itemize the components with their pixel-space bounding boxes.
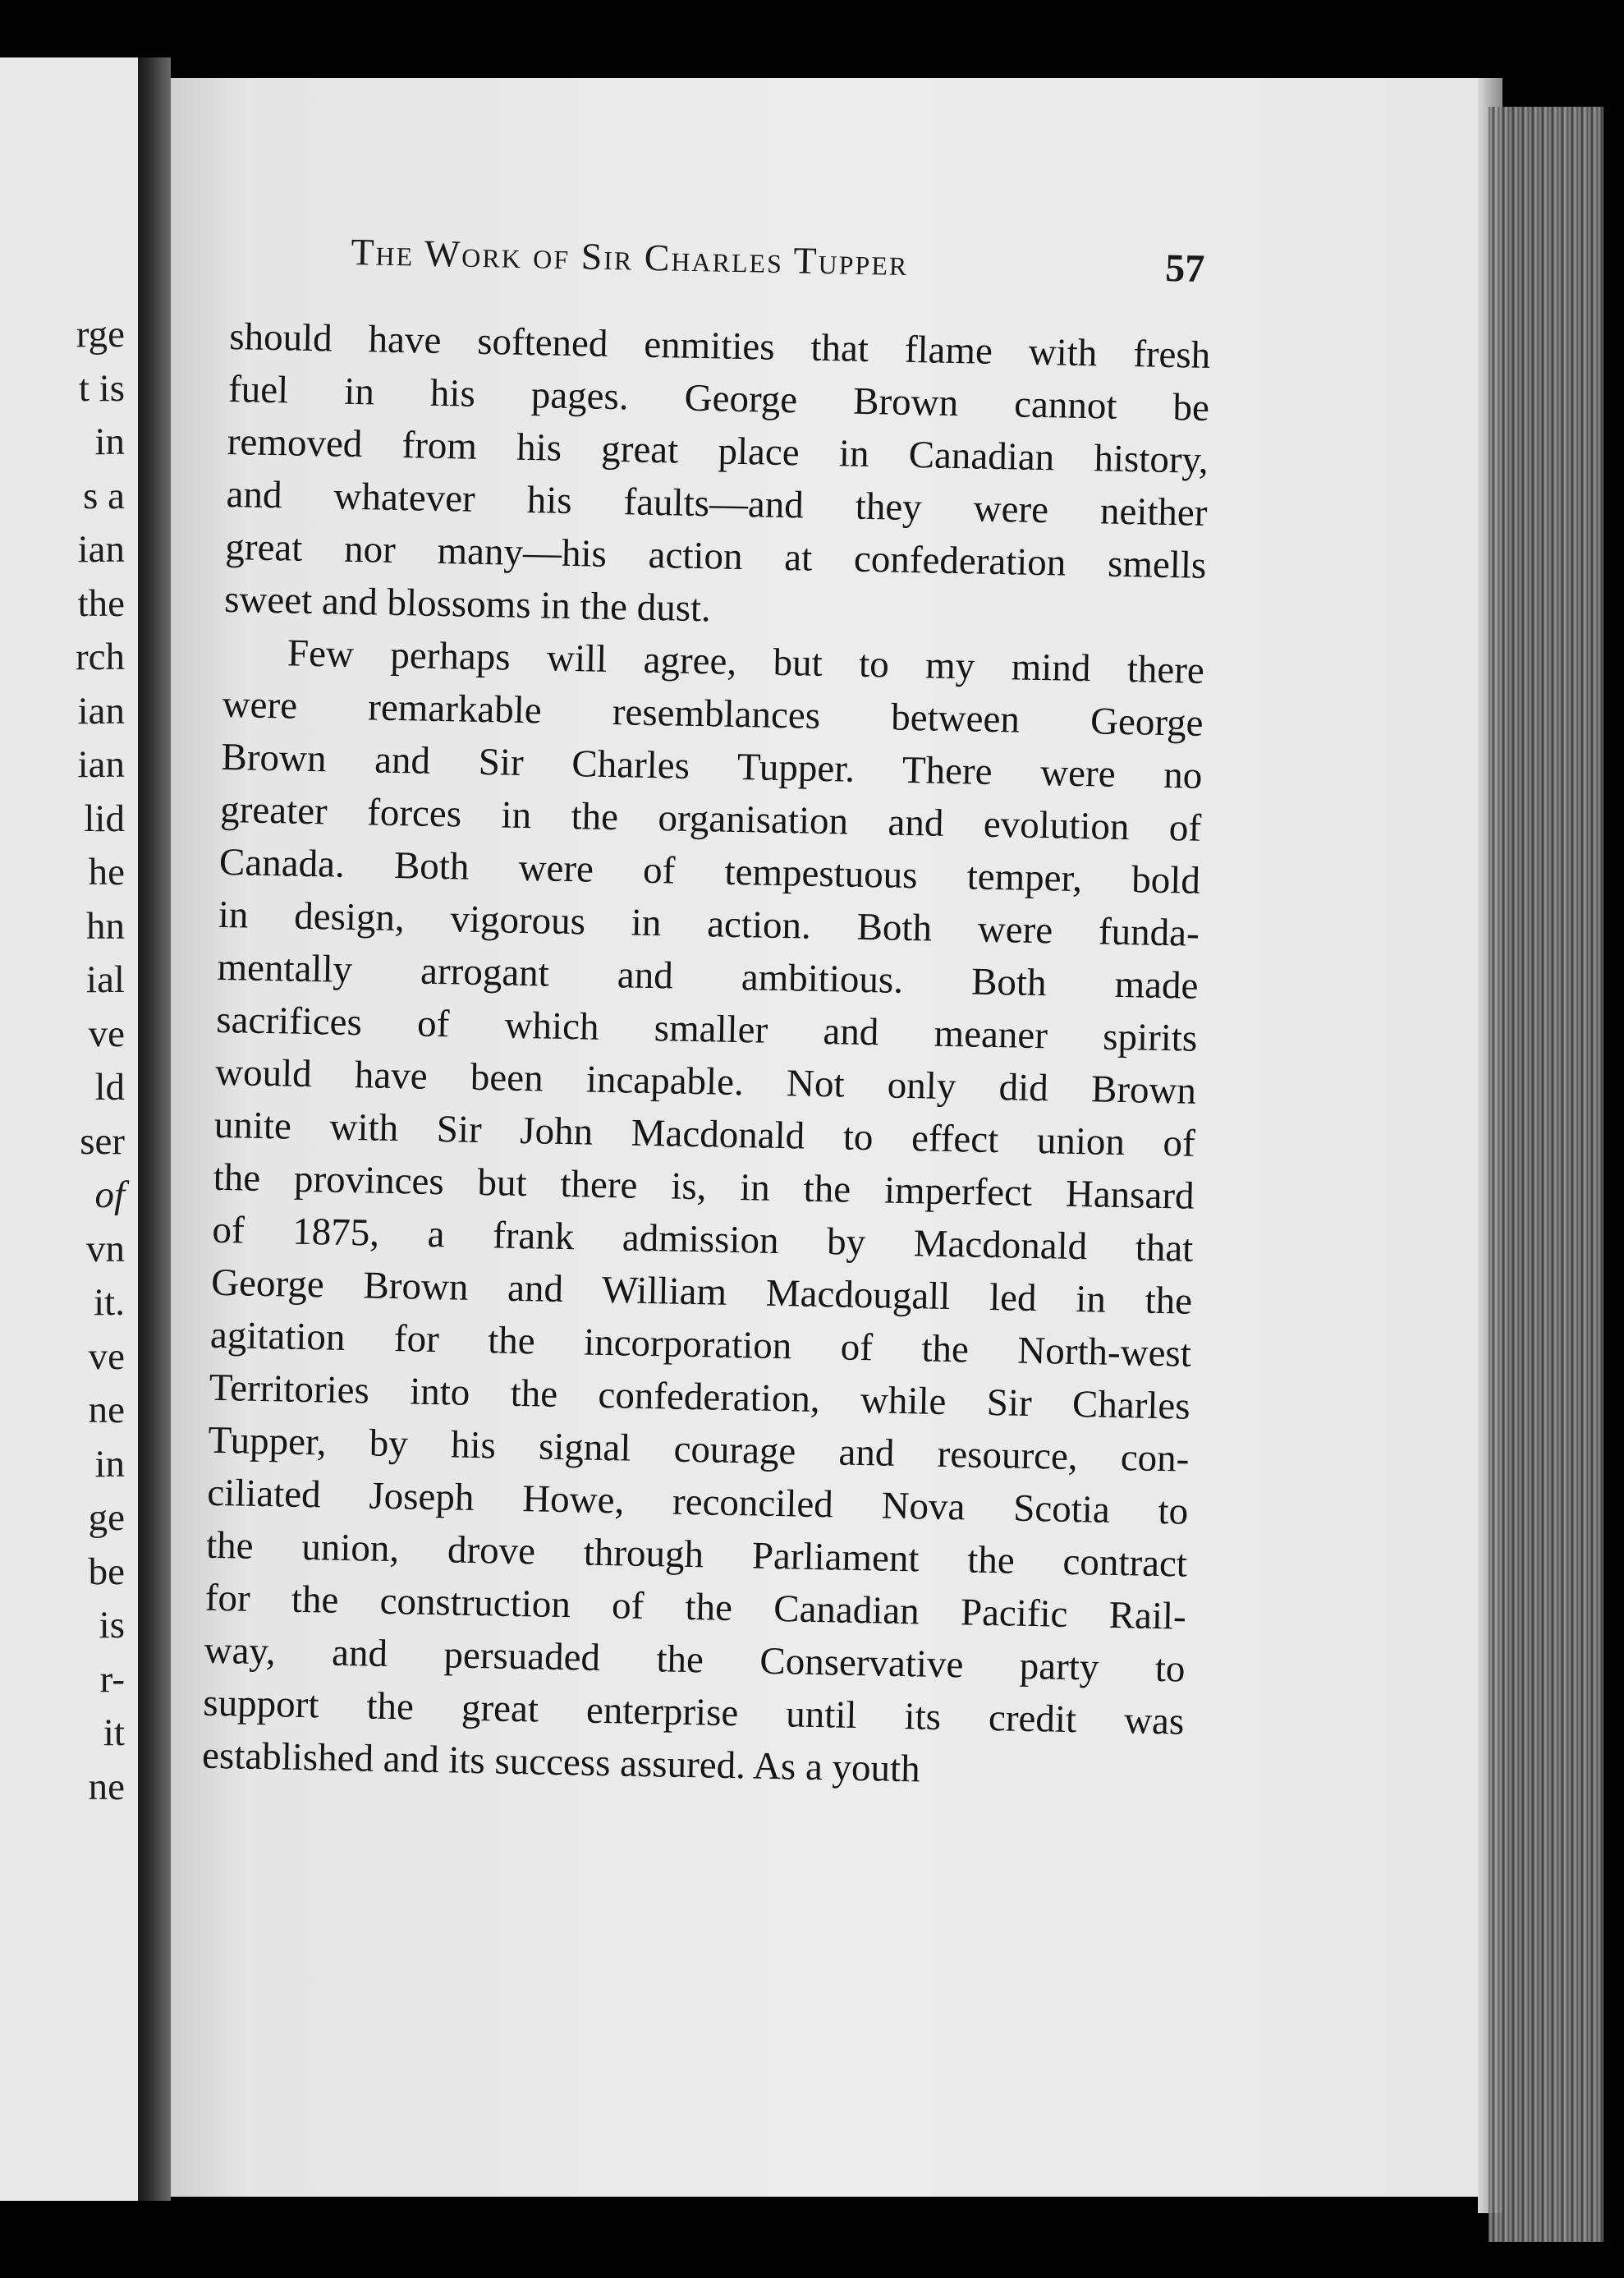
facing-page-fragment: lid bbox=[84, 797, 125, 840]
text-line: mentally arrogant and ambitious. Both made bbox=[217, 945, 1199, 1008]
facing-page-fragment: ve bbox=[88, 1012, 125, 1055]
facing-page-fragment: ser bbox=[80, 1119, 125, 1163]
text-line: Canada. Both were of tempestuous temper, bold bbox=[218, 840, 1201, 902]
binding-gutter bbox=[138, 57, 171, 2201]
text-line: should have softened enmities that flame with fresh bbox=[228, 315, 1211, 377]
facing-page-fragment: in bbox=[94, 420, 125, 463]
facing-page-fragment: s a bbox=[83, 474, 125, 517]
facing-page-fragment: ian bbox=[77, 743, 125, 786]
text-line: George Brown and William Macdougall led in the bbox=[210, 1261, 1193, 1323]
text-line: were remarkable resemblances between George bbox=[222, 682, 1204, 745]
running-title: The Work of Sir Charles Tupper bbox=[351, 230, 909, 284]
facing-page-fragment: ial bbox=[86, 958, 125, 1001]
text-line: unite with Sir John Macdonald to effect union of bbox=[213, 1103, 1196, 1165]
facing-page-fragment: vn bbox=[86, 1227, 125, 1270]
text-line: sacrifices of which smaller and meaner spirits bbox=[215, 998, 1198, 1060]
facing-page-fragment: ian bbox=[77, 689, 125, 733]
facing-page-fragment: ne bbox=[88, 1765, 125, 1808]
facing-page-fragment: t is bbox=[78, 366, 125, 410]
text-line: way, and persuaded the Conservative party to bbox=[204, 1628, 1186, 1691]
text-line: Territories into the confederation, while Sir Charles bbox=[209, 1366, 1191, 1428]
text-line: would have been incapable. Not only did Brown bbox=[214, 1050, 1197, 1113]
facing-page-fragment: the bbox=[77, 581, 125, 625]
facing-page-fragment: rch bbox=[75, 636, 125, 678]
text-line: in design, vigorous in action. Both were funda- bbox=[218, 893, 1200, 955]
page-edges bbox=[1489, 107, 1603, 2242]
text-line: established and its success assured. As a youth bbox=[201, 1734, 921, 1791]
facing-page-fragment: ne bbox=[88, 1389, 125, 1431]
paragraph bbox=[202, 626, 1205, 1801]
facing-page-fragment: it bbox=[103, 1711, 125, 1754]
text-line: of 1875, a frank admission by Macdonald that bbox=[211, 1208, 1194, 1270]
text-line: sweet and blossoms in the dust. bbox=[223, 577, 712, 631]
facing-page-fragment: he bbox=[88, 851, 125, 893]
text-line: and whatever his faults—and they were neither bbox=[226, 472, 1208, 535]
facing-page-fragment: is bbox=[99, 1604, 125, 1646]
facing-page-fragment: ian bbox=[77, 528, 125, 571]
facing-page-fragment: be bbox=[88, 1550, 125, 1593]
text-line: great nor many—his action at confederation smells bbox=[224, 525, 1207, 587]
text-line: for the construction of the Canadian Pacific Rail- bbox=[204, 1576, 1187, 1638]
facing-page-text bbox=[2, 308, 125, 1814]
facing-page bbox=[0, 57, 138, 2201]
facing-page-fragment: ge bbox=[88, 1496, 125, 1539]
facing-page-fragment: rge bbox=[76, 313, 125, 356]
facing-page-fragment: of bbox=[94, 1173, 125, 1216]
text-line: Brown and Sir Charles Tupper. There were no bbox=[221, 735, 1203, 797]
text-line: agitation for the incorporation of the North-west bbox=[209, 1313, 1192, 1376]
text-line: Tupper, by his signal courage and resource, con- bbox=[208, 1418, 1190, 1481]
text-line: Few perhaps will agree, but to my mind there bbox=[287, 632, 1205, 692]
paragraph bbox=[224, 310, 1211, 645]
text-line: removed from his great place in Canadian history, bbox=[227, 420, 1209, 482]
facing-page-fragment: in bbox=[94, 1442, 125, 1486]
page-number: 57 bbox=[1164, 246, 1205, 291]
facing-page-fragment: ve bbox=[88, 1334, 125, 1378]
text-line: support the great enterprise until its credit was bbox=[202, 1681, 1185, 1743]
facing-page-fragment: it. bbox=[94, 1281, 125, 1324]
facing-page-fragment: ld bbox=[94, 1066, 125, 1109]
body-text bbox=[202, 310, 1211, 1801]
facing-page-fragment: hn bbox=[86, 904, 125, 948]
facing-page-fragment: r- bbox=[99, 1657, 125, 1701]
text-line: the provinces but there is, in the imperfect Hansard bbox=[213, 1155, 1195, 1218]
text-line: fuel in his pages. George Brown cannot be bbox=[227, 367, 1210, 429]
text-line: greater forces in the organisation and evolution of bbox=[219, 788, 1202, 850]
text-line: ciliated Joseph Howe, reconciled Nova Scotia to bbox=[206, 1471, 1189, 1533]
text-line: the union, drove through Parliament the contract bbox=[205, 1523, 1188, 1586]
